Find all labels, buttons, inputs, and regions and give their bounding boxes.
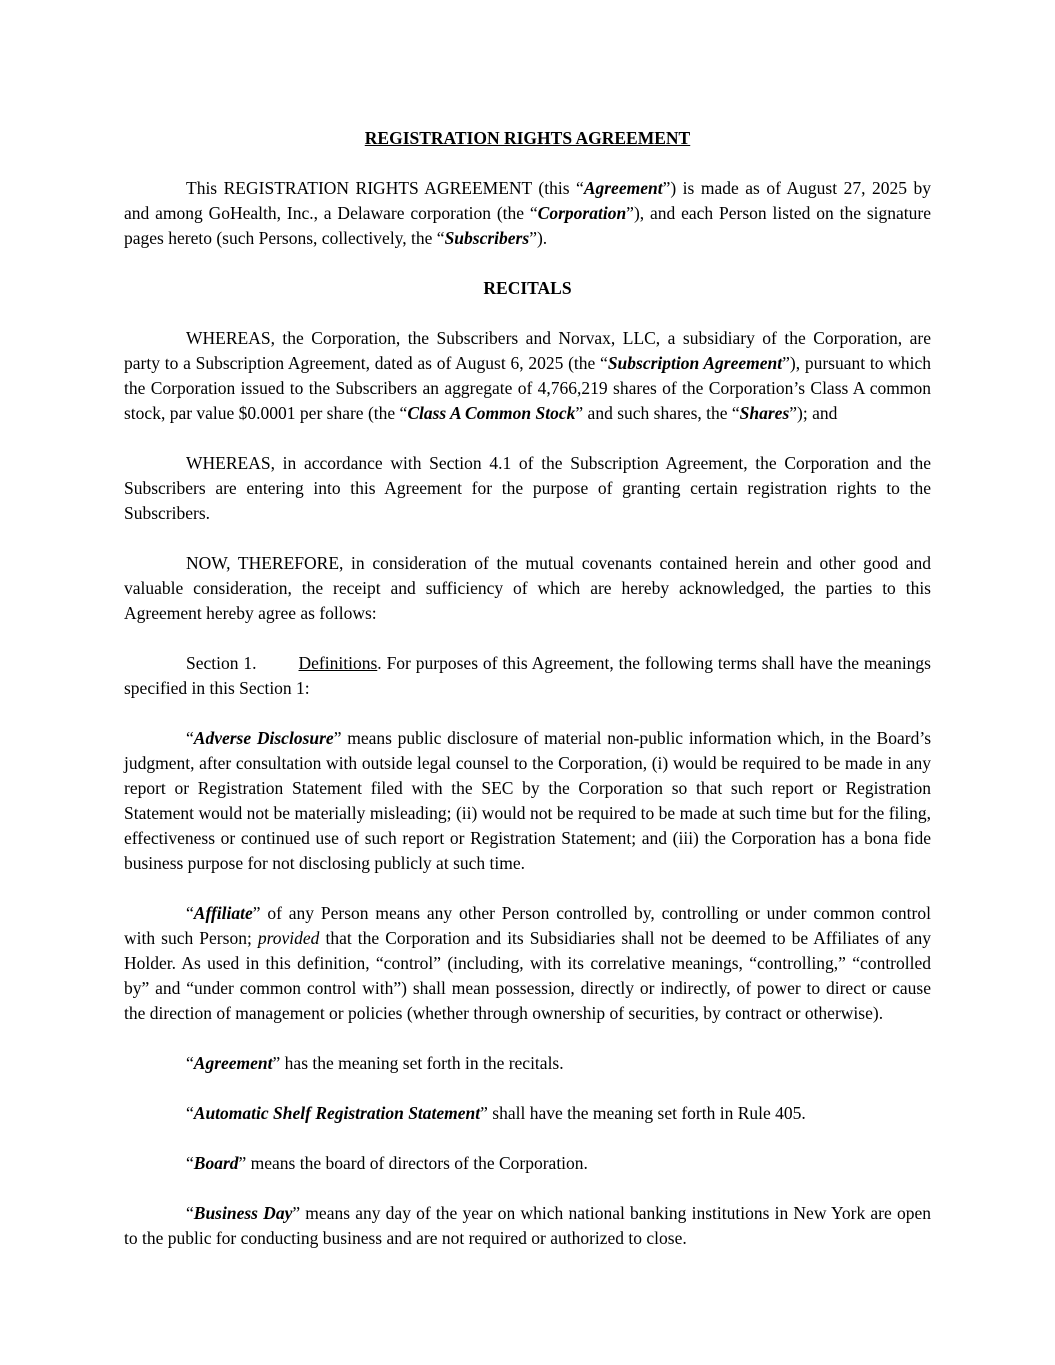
text-run: Subscribers — [444, 228, 530, 248]
text-run: ”). — [529, 228, 548, 248]
text-run: “ — [186, 728, 194, 748]
definition-affiliate — [124, 901, 931, 1026]
text-run: ” means public disclosure of material non-public information which, in the Board’s judgment, after consultation with outside legal counsel to the Corporation, (i) would be required to be made in any report or Registration Statement filed with the SEC by the Corporation so that such report or Registration Statement would not be materially misleading; (ii) would not be required to be made at such time but for the filing, effectiveness or continued use of such report or Registration Statement; and (iii) the Corporation has a bona fide business purpose for not disclosing publicly at such time. — [124, 728, 932, 873]
text-run: ” and such shares, the “ — [575, 403, 740, 423]
text-run: Subscription Agreement — [607, 353, 783, 373]
text-run: ” has the meaning set forth in the recitals. — [272, 1053, 564, 1073]
text-run: “ — [186, 1103, 194, 1123]
whereas-paragraph-2 — [124, 451, 931, 526]
whereas-paragraph-1 — [124, 326, 931, 426]
text-run: Automatic Shelf Registration Statement — [193, 1103, 481, 1123]
text-run: provided — [257, 928, 320, 948]
text-run: that the Corporation and its Subsidiaries shall not be deemed to be Affiliates of any Holder. As used in this definition, “control” (including, with its correlative meanings, “controlling,” “controlled by” and “under common control with”) shall mean possession, directly or indirectly, of power to direct or cause the direction of management or policies (whether through ownership of securities, by contract or otherwise). — [124, 928, 931, 1023]
text-run: ”), and each Person listed on the signature pages hereto (such Persons, collectively, the “ — [124, 203, 932, 248]
document-title — [124, 126, 931, 151]
text-run: Definitions — [298, 653, 378, 673]
text-run: Section 1. — [186, 653, 257, 673]
definition-adverse-disclosure — [124, 726, 931, 876]
section-1-paragraph — [124, 651, 931, 701]
text-run: WHEREAS, in accordance with Section 4.1 of the Subscription Agreement, the Corporation and the Subscribers are entering into this Agreement for the purpose of granting certain registration rights to the Subscribers. — [124, 453, 931, 523]
text-run: Corporation — [537, 203, 627, 223]
text-run: “ — [186, 1053, 194, 1073]
text-run: ” of any Person means any other Person controlled by, controlling or under common control with such Person; — [124, 903, 931, 948]
definition-business-day — [124, 1201, 931, 1251]
text-run: “ — [186, 1153, 194, 1173]
text-run: Board — [193, 1153, 239, 1173]
text-run: This REGISTRATION RIGHTS AGREEMENT (this “ — [186, 178, 584, 198]
text-run: “ — [186, 1203, 194, 1223]
text-run: “ — [186, 903, 194, 923]
text-run: WHEREAS, the Corporation, the Subscribers and Norvax, LLC, a subsidiary of the Corporation, are party to a Subscription Agreement, dated as of August 6, 2025 (the “ — [124, 328, 931, 373]
text-run: Class A Common Stock — [407, 403, 576, 423]
text-run: ” means any day of the year on which national banking institutions in New York are open to the public for conducting business and are not required or authorized to close. — [124, 1203, 931, 1248]
text-run: Agreement — [583, 178, 663, 198]
text-run: Business Day — [193, 1203, 293, 1223]
definition-board — [124, 1151, 931, 1176]
text-run: ”); and — [789, 403, 838, 423]
now-therefore-paragraph — [124, 551, 931, 626]
text-run: Agreement — [193, 1053, 273, 1073]
recitals-heading — [124, 276, 931, 301]
text-run: . For purposes of this Agreement, the following terms shall have the meanings specified in this Section 1: — [124, 653, 931, 698]
text-run: ”) is made as of August 27, 2025 by and among GoHealth, Inc., a Delaware corporation (the “ — [124, 178, 931, 223]
text-run: RECITALS — [483, 278, 572, 298]
definition-agreement — [124, 1051, 931, 1076]
text-run: ” shall have the meaning set forth in Rule 405. — [480, 1103, 806, 1123]
text-run: Adverse Disclosure — [193, 728, 334, 748]
text-run: Affiliate — [193, 903, 253, 923]
text-run: REGISTRATION RIGHTS AGREEMENT — [364, 128, 691, 148]
text-run: Shares — [739, 403, 790, 423]
text-run: ”), pursuant to which the Corporation issued to the Subscribers an aggregate of 4,766,219 shares of the Corporation’s Class A common stock, par value $0.0001 per share (the “ — [124, 353, 932, 423]
text-run: NOW, THEREFORE, in consideration of the mutual covenants contained herein and other good and valuable consideration, the receipt and sufficiency of which are hereby acknowledged, the parties to this Agreement hereby agree as follows: — [124, 553, 931, 623]
definition-automatic-shelf-registration-statement — [124, 1101, 931, 1126]
intro-paragraph — [124, 176, 931, 251]
text-run: ” means the board of directors of the Corporation. — [238, 1153, 588, 1173]
